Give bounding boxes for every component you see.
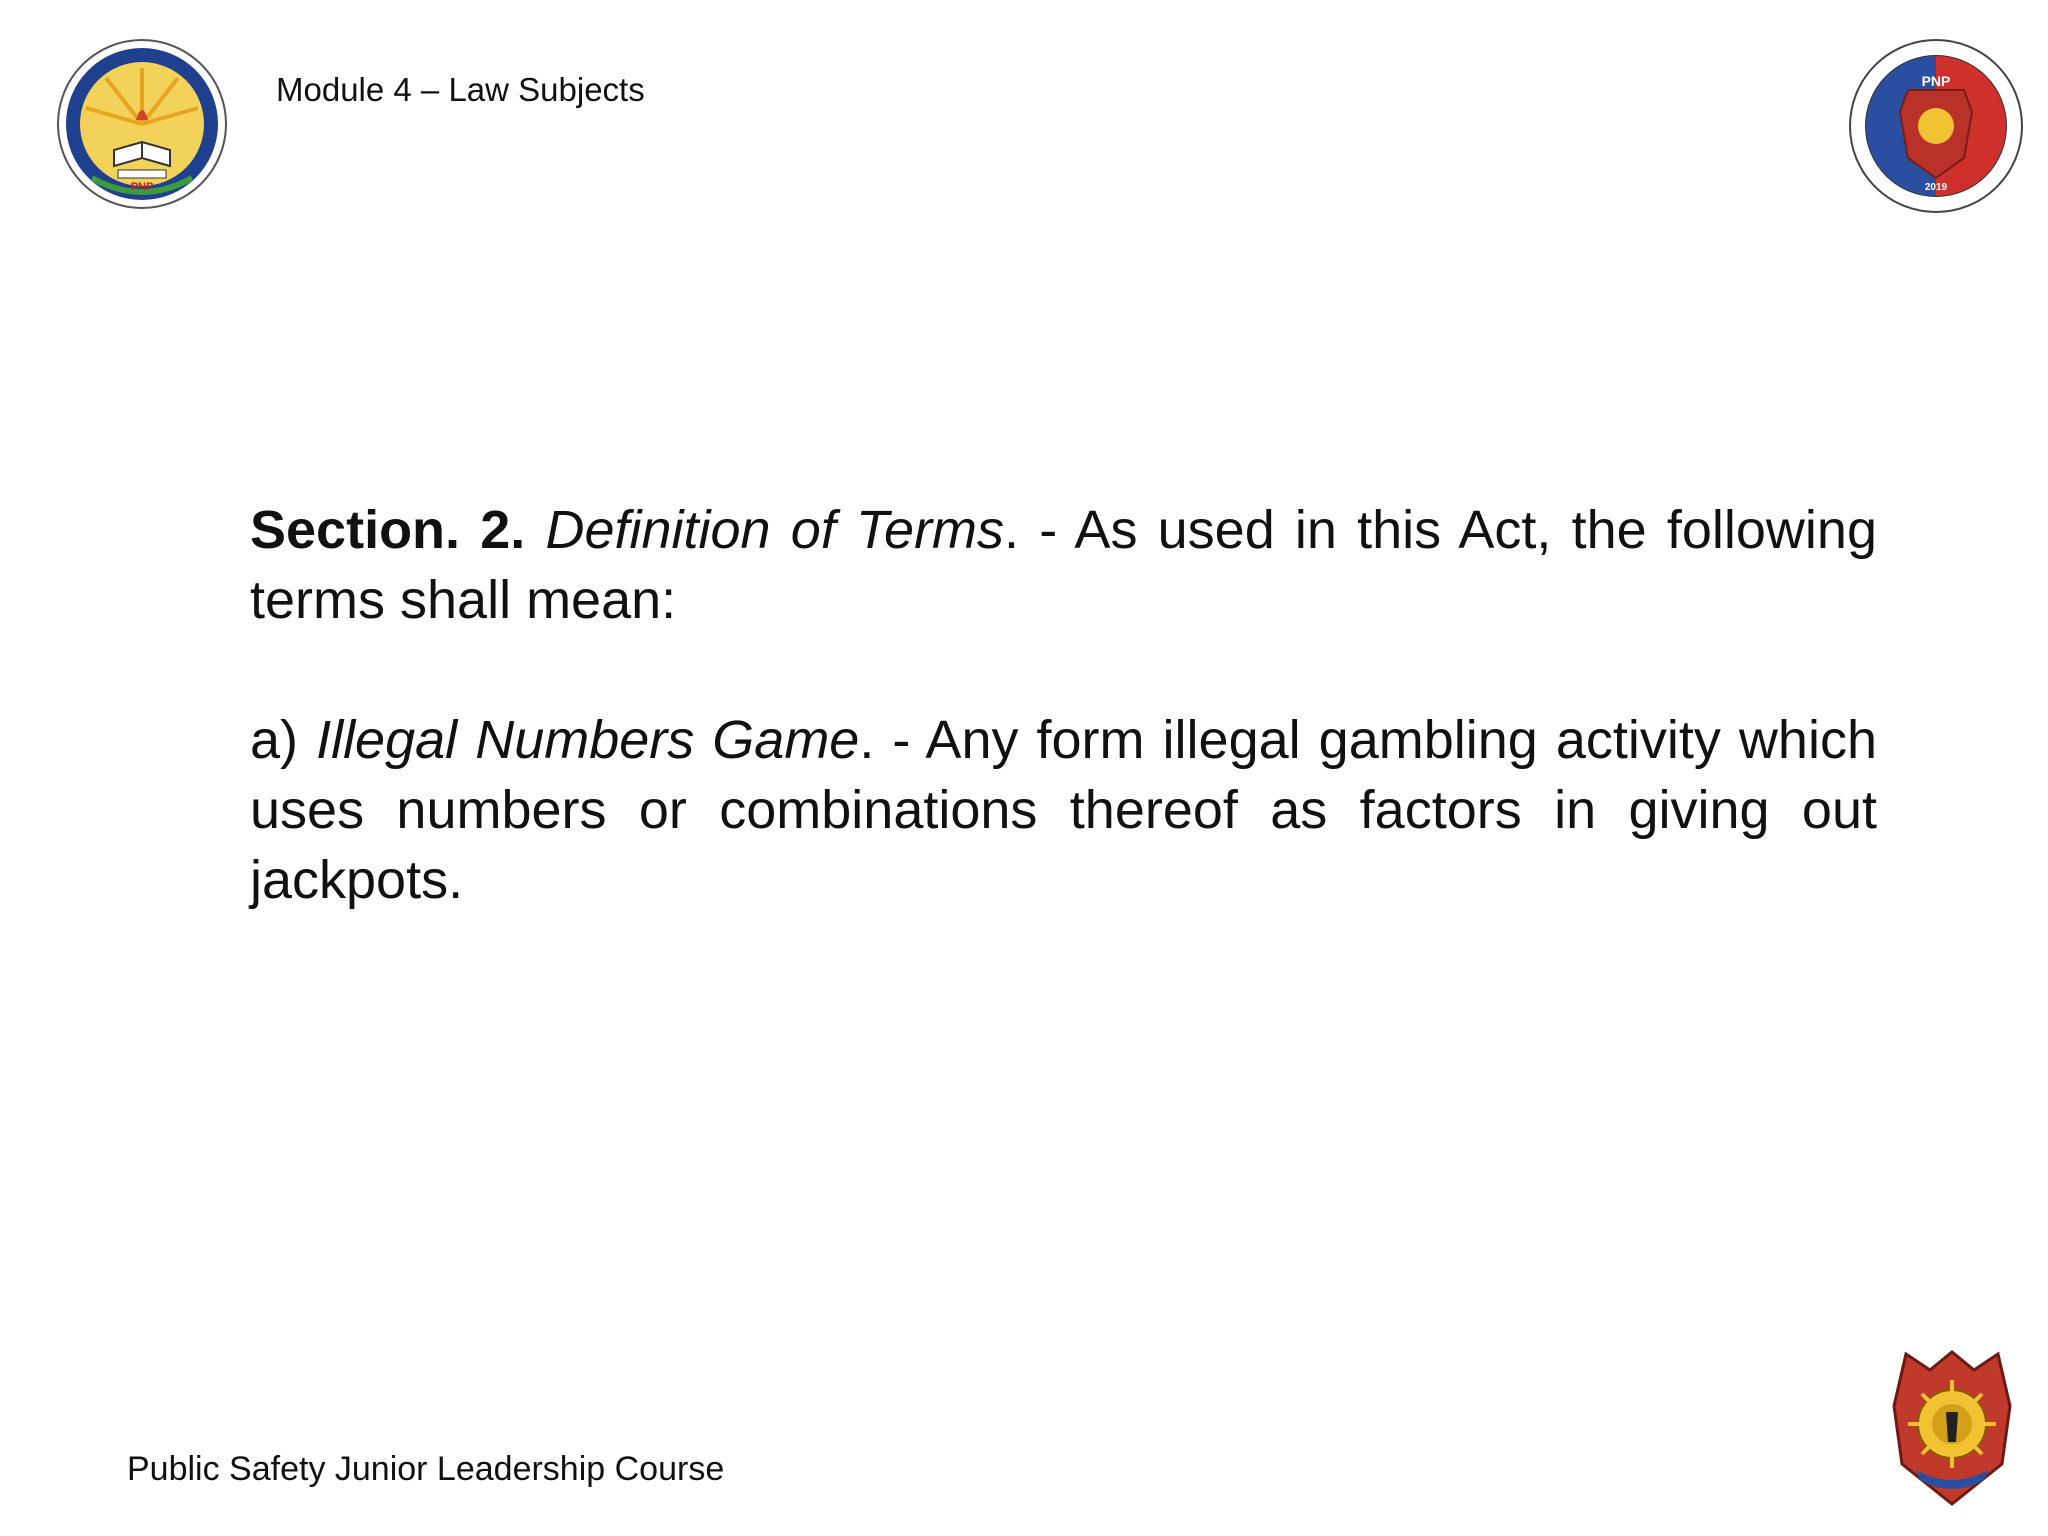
course-title: Public Safety Junior Leadership Course bbox=[127, 1450, 725, 1488]
svg-text:PNP: PNP bbox=[1921, 73, 1951, 89]
philippine-national-police-badge-icon bbox=[1886, 1346, 2018, 1510]
definition-item-a bbox=[250, 705, 1877, 915]
section-label: Section. 2. bbox=[250, 500, 526, 560]
pnp-training-institute-seal-icon bbox=[1848, 38, 2024, 214]
svg-text:PNP: PNP bbox=[130, 181, 154, 193]
directorate-seal-icon bbox=[56, 38, 228, 210]
section-content bbox=[250, 495, 1877, 915]
svg-text:2019: 2019 bbox=[1924, 182, 1948, 193]
item-a-term: Illegal Numbers Game bbox=[316, 710, 860, 770]
section-heading-paragraph bbox=[250, 495, 1877, 635]
item-a-prefix: a) bbox=[250, 710, 317, 770]
section-title-punctuation: . bbox=[1004, 500, 1020, 560]
item-a-definition: . - Any form illegal gambling activity which uses numbers or combinations thereof as factors in giving out jackpots. bbox=[250, 710, 1877, 910]
section-intro-text: - As used in this Act, the following terms shall mean: bbox=[250, 500, 1877, 630]
module-title: Module 4 – Law Subjects bbox=[276, 71, 645, 108]
section-title: Definition of Terms bbox=[545, 500, 1005, 560]
